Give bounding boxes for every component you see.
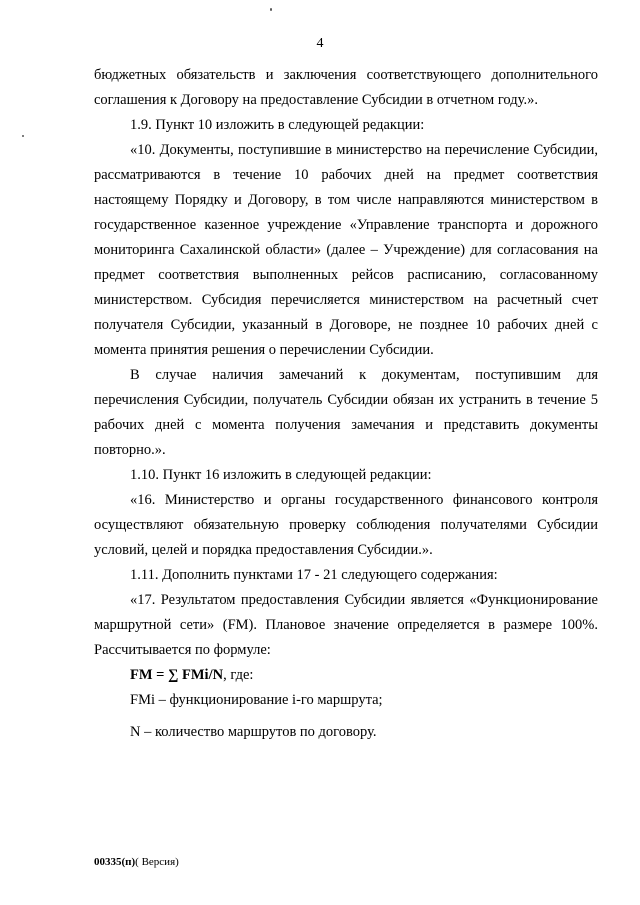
scan-speck [270, 8, 272, 11]
paragraph-item-1-10: 1.10. Пункт 16 изложить в следующей редакции: [130, 467, 432, 483]
formula-suffix: , где: [223, 667, 254, 683]
paragraph-point-16: «16. Министерство и органы государственного финансового контроля осуществляют обязательную проверку соблюдения получателями Субсидии условий, целей и порядка предоставления Субсидии.». [94, 492, 598, 558]
paragraph-point-10: «10. Документы, поступившие в министерство на перечисление Субсидии, рассматриваются в течение 10 рабочих дней на предмет соответствия настоящему Порядку и Договору, в том числе направляются министерством в государственное казенное учреждение «Управление транспорта и дорожного мониторинга Сахалинской области» (далее – Учреждение) для согласования на предмет соответствия выполненных рейсов расписанию, согласованному министерством. Субсидия перечисляется министерством на расчетный счет получателя Субсидии, указанный в Договоре, не позднее 10 рабочих дней с момента принятия решения о перечислении Субсидии. [94, 142, 598, 358]
paragraph-item-1-9: 1.9. Пункт 10 изложить в следующей редакции: [130, 117, 425, 133]
definition-n: N – количество маршрутов по договору. [130, 724, 377, 740]
paragraph-point-17: «17. Результатом предоставления Субсидии является «Функционирование маршрутной сети» (FM). Плановое значение определяется в размере 100%. Рассчитывается по формуле: [94, 592, 598, 658]
scan-speck [22, 135, 24, 137]
paragraph-remarks: В случае наличия замечаний к документам, поступившим для перечисления Субсидии, получатель Субсидии обязан их устранить в течение 5 рабочих дней с момента получения замечания и представить документы повторно.». [94, 367, 598, 458]
document-body [94, 63, 598, 752]
footer-version: ( Версия) [135, 856, 179, 868]
footer-code: 00335(п) [94, 856, 136, 868]
formula [94, 663, 598, 688]
document-footer [94, 856, 179, 868]
formula-expression: FM = ∑ FMi/N [130, 667, 224, 683]
page-number: 4 [316, 36, 324, 51]
paragraph-continuation: бюджетных обязательств и заключения соответствующего дополнительного соглашения к Договору на предоставление Субсидии в отчетном году.». [94, 67, 598, 108]
paragraph-item-1-11: 1.11. Дополнить пунктами 17 - 21 следующего содержания: [130, 567, 498, 583]
definition-fmi: FMi – функционирование i-го маршрута; [130, 692, 383, 708]
